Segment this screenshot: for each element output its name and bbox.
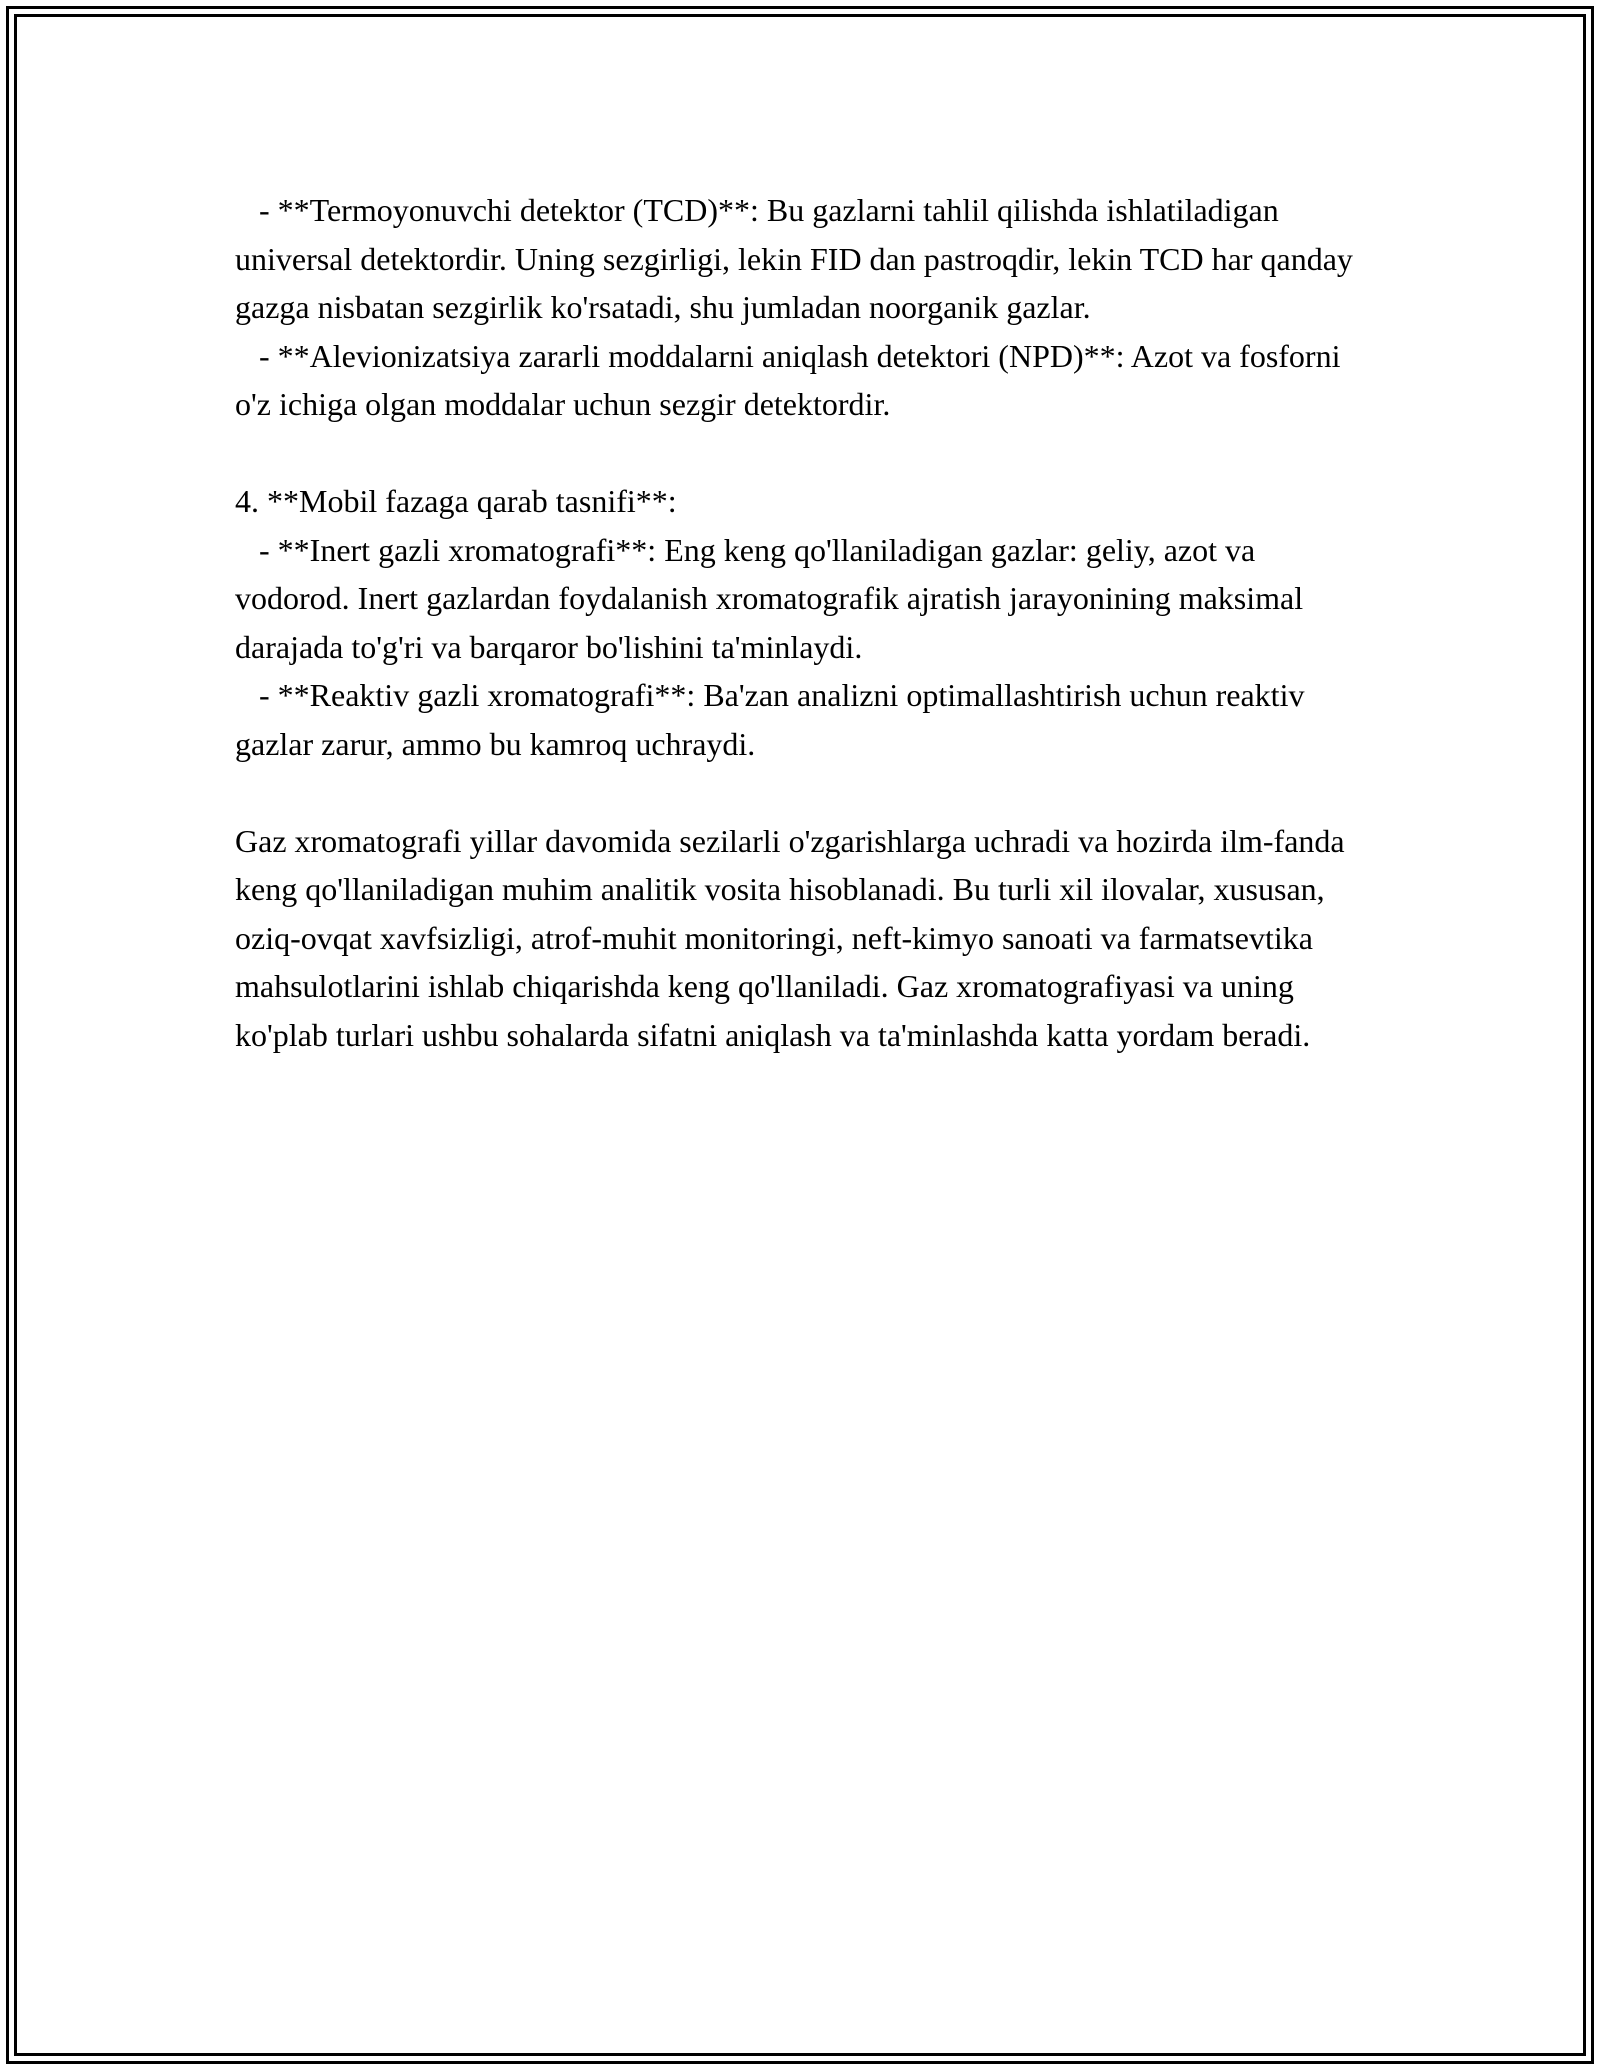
section-heading-mobile-phase: 4. **Mobil fazaga qarab tasnifi**: bbox=[235, 483, 677, 519]
paragraph-inert-gas: - **Inert gazli xromatografi**: Eng keng qo'llaniladigan gazlar: geliy, azot va vodorod. Inert gazlardan foydalanish xromatografik ajratish jarayonining maksimal darajada to'g'ri va barqaror bo'lishini ta'minlaydi. bbox=[235, 531, 1312, 665]
paragraph-tcd-detector: - **Termoyonuvchi detektor (TCD)**: Bu gazlarni tahlil qilishda ishlatiladigan universal detektordir. Uning sezgirligi, lekin FID dan pastroqdir, lekin TCD har qanday gazga nisbatan sezgirlik ko'rsatadi, shu jumladan noorganik gazlar. bbox=[235, 192, 1361, 325]
paragraph-spacer bbox=[235, 768, 1370, 817]
paragraph-npd-detector: - **Alevionizatsiya zararli moddalarni aniqlash detektori (NPD)**: Azot va fosforni o'z ichiga olgan moddalar uchun sezgir detektordir. bbox=[235, 337, 1349, 422]
document-body bbox=[235, 186, 1370, 1059]
paragraph-conclusion: Gaz xromatografi yillar davomida sezilarli o'zgarishlarga uchradi va hozirda ilm-fanda keng qo'llaniladigan muhim analitik vosita hisoblanadi. Bu turli xil ilovalar, xususan, oziq-ovqat xavfsizligi, atrof-muhit monitoringi, neft-kimyo sanoati va farmatsevtika mahsulotlarini ishlab chiqarishda keng qo'llaniladi. Gaz xromatografiyasi va uning ko'plab turlari ushbu sohalarda sifatni aniqlash va ta'minlashda katta yordam beradi. bbox=[235, 822, 1353, 1053]
paragraph-reactive-gas: - **Reaktiv gazli xromatografi**: Ba'zan analizni optimallashtirish uchun reaktiv gazlar zarur, ammo bu kamroq uchraydi. bbox=[235, 677, 1313, 762]
paragraph-spacer bbox=[235, 429, 1370, 478]
